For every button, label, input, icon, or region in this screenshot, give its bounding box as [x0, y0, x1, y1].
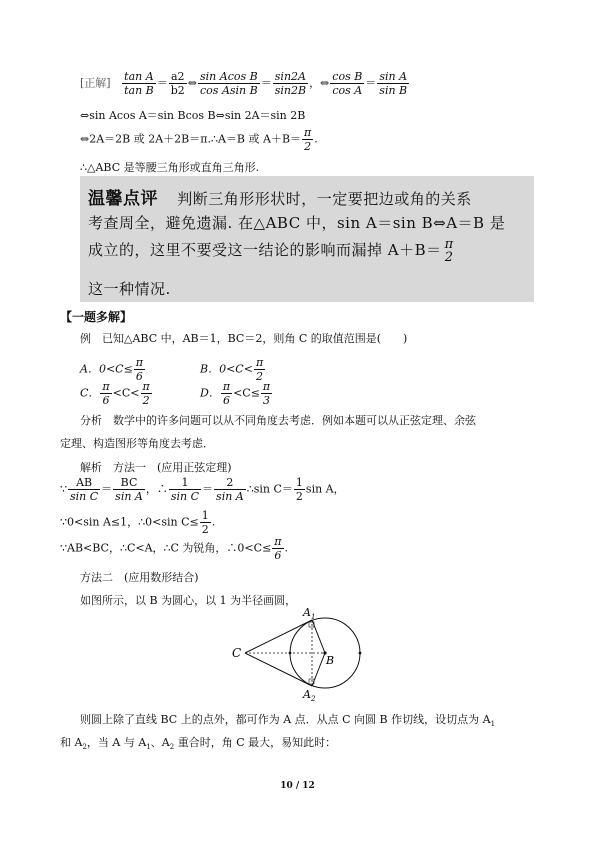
- option-b: B．0<C< $\frac{\pi}{2}$: [200, 356, 264, 383]
- solution-line-1: [正解] $\frac{\text{tan A}}{\text{tan B}}$ ＝ $\frac{a2}{b2}$ ⇔ $\frac{\text{sin Acos B}}{\text{cos Asin B}}$ ＝ $\frac{\sin 2A}{\sin 2B}$ ，⇔ $\frac{\text{cos B}}{\text{cos A}}$ ＝ $\frac{\text{sin A}}{\text{sin B}}$: [80, 70, 408, 97]
- fraction: $\frac{1}{2}$: [295, 476, 303, 503]
- fraction: π 2: [444, 237, 454, 265]
- example-question: 例 已知△ABC 中，AB＝1，BC＝2，则角 C 的取值范围是( ): [80, 332, 408, 345]
- fraction: $\frac{AB}{\text{sin C}}$: [70, 476, 99, 503]
- tip-box: [80, 176, 534, 302]
- fraction: $\frac{\pi}{2}$: [142, 380, 150, 407]
- label-a1: $A_1$: [303, 606, 316, 621]
- correct-label: [正解]: [80, 76, 111, 90]
- label-c: C: [232, 646, 242, 660]
- fraction: $\frac{\sin 2A}{\sin 2B}$: [274, 70, 307, 97]
- point-right: [359, 652, 362, 655]
- analysis-line-2: 定理、构造图形等角度去考虑．: [60, 437, 214, 450]
- fraction: $\frac{BC}{\text{sin A}}$: [115, 476, 143, 503]
- option-a: A．0<C≤ $\frac{\pi}{6}$: [80, 356, 144, 383]
- method-two-header: 方法二 (应用数形结合): [80, 571, 199, 584]
- circle-tangent-figure: [230, 606, 370, 703]
- label-b: B: [326, 654, 335, 667]
- option-c: C． $\frac{\pi}{6}$ <C< $\frac{\pi}{2}$: [80, 380, 150, 407]
- fraction: $\frac{\pi}{2}$: [255, 356, 264, 383]
- fraction: $\frac{2}{\text{sin A}}$: [216, 476, 244, 503]
- conclusion: ∴△ABC 是等腰三角形或直角三角形.: [80, 161, 260, 174]
- solution-header: 解析 方法一 (应用正弦定理): [80, 461, 232, 474]
- solution-line-3: ⇔2A＝2B 或 2A＋2B＝π.∴A＝B 或 A＋B＝ $\frac{\pi}{2}$ .: [80, 126, 318, 153]
- fraction: $\frac{\pi}{3}$: [262, 380, 271, 407]
- method-two-line: 如图所示，以 B 为圆心，以 1 为半径画圆，: [80, 594, 297, 607]
- tip-line-1: 温馨点评 判断三角形形状时，一定要把边或角的关系: [88, 189, 472, 209]
- tip-line-3: 成立的，这里不要受这一结论的影响而漏掉 A＋B＝ π 2: [88, 237, 454, 265]
- solution-line-2: ⇔sin Acos A＝sin Bcos B⇔sin 2A＝sin 2B: [80, 109, 306, 122]
- tangent-line-2: [245, 653, 312, 686]
- fraction: $\frac{1}{2}$: [201, 509, 209, 536]
- point-left: [289, 652, 292, 655]
- solution-step-1: ∵ $\frac{AB}{\text{sin C}}$ ＝ $\frac{BC}{\text{sin A}}$ ，∴ $\frac{1}{\text{sin C}}$ ＝ $\frac{2}{\text{sin A}}$ ∴sin C＝ $\frac{1}{2}$ sin A，: [60, 476, 345, 503]
- fraction: $\frac{\text{tan A}}{\text{tan B}}$: [124, 70, 154, 97]
- label-a2: $A_2$: [303, 688, 316, 703]
- solution-step-3: ∵AB<BC，∴C<A，∴C 为锐角，∴0<C≤ $\frac{\pi}{6}$ .: [60, 535, 289, 562]
- fraction: $\frac{a2}{b2}$: [170, 70, 185, 97]
- fraction: $\frac{1}{\text{sin C}}$: [170, 476, 200, 503]
- fraction: $\frac{\pi}{2}$: [304, 126, 312, 153]
- tangent-line-1: [245, 620, 312, 653]
- fraction: $\frac{\pi}{6}$: [274, 535, 282, 562]
- analysis-line-1: 分析 数学中的许多问题可以从不同角度去考虑．例如本题可以从正弦定理、余弦: [80, 414, 476, 427]
- tail-line-1: 则圆上除了直线 BC 上的点外，都可作为 A 点．从点 C 向圆 B 作切线，设切点为 $A_1$: [80, 713, 496, 729]
- tip-line-2: 考查周全，避免遗漏. 在△ABC 中，sin A＝sin B⇔A＝B 是: [88, 214, 506, 232]
- fraction: $\frac{\pi}{6}$: [222, 380, 231, 407]
- solution-step-2: ∵0<sin A≤1，∴0<sin C≤ $\frac{1}{2}$ .: [60, 509, 216, 536]
- section-title: 【一题多解】: [60, 310, 133, 324]
- fraction: $\frac{\text{cos B}}{\text{cos A}}$: [332, 70, 363, 97]
- tip-line-4: 这一种情况.: [88, 280, 171, 298]
- tip-title: 温馨点评: [88, 189, 158, 209]
- fraction: $\frac{\text{sin A}}{\text{sin B}}$: [379, 70, 408, 97]
- fraction: $\frac{\text{sin Acos B}}{\text{cos Asin B}}$: [200, 70, 258, 97]
- page-number: 10 / 12: [280, 781, 315, 791]
- fraction: $\frac{\pi}{6}$: [135, 356, 144, 383]
- tail-line-2: 和 $A_2$，当 A 与 $A_1$、$A_2$ 重合时，角 C 最大，易知此时：: [60, 736, 337, 752]
- fraction: $\frac{\pi}{6}$: [102, 380, 110, 407]
- option-d: D． $\frac{\pi}{6}$ <C≤ $\frac{\pi}{3}$: [200, 380, 271, 407]
